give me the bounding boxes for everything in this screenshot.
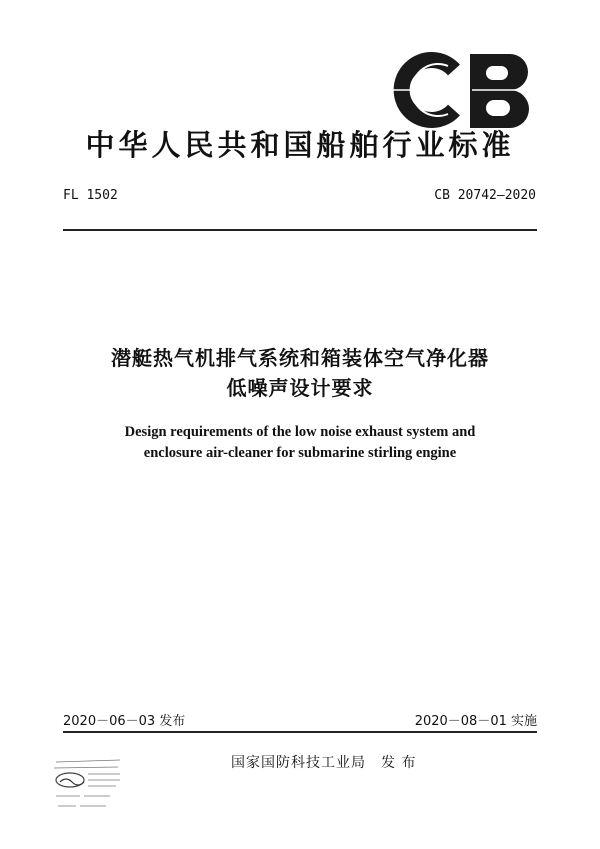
publisher-stamp: [50, 756, 124, 824]
header-divider: [63, 229, 537, 231]
english-title-line-2: enclosure air-cleaner for submarine stirling engine: [143, 445, 457, 461]
english-title-line-1: Design requirements of the low noise exhaust system and: [124, 424, 476, 440]
cb-logo: [392, 48, 540, 132]
chinese-title-line-1: 潜艇热气机排气系统和箱装体空气净化器: [111, 346, 489, 370]
standard-number: CB 20742—2020: [434, 188, 536, 203]
industry-standard-title: 中华人民共和国船舶行业标准: [85, 128, 515, 162]
issue-date: 2020－06－03 发布: [63, 714, 186, 729]
classification-code: FL 1502: [63, 188, 118, 203]
chinese-title-line-2: 低噪声设计要求: [226, 376, 374, 400]
issuing-authority: 国家国防科技工业局 发 布: [231, 755, 417, 771]
footer-divider: [63, 731, 537, 733]
implementation-date: 2020－08－01 实施: [414, 714, 537, 729]
